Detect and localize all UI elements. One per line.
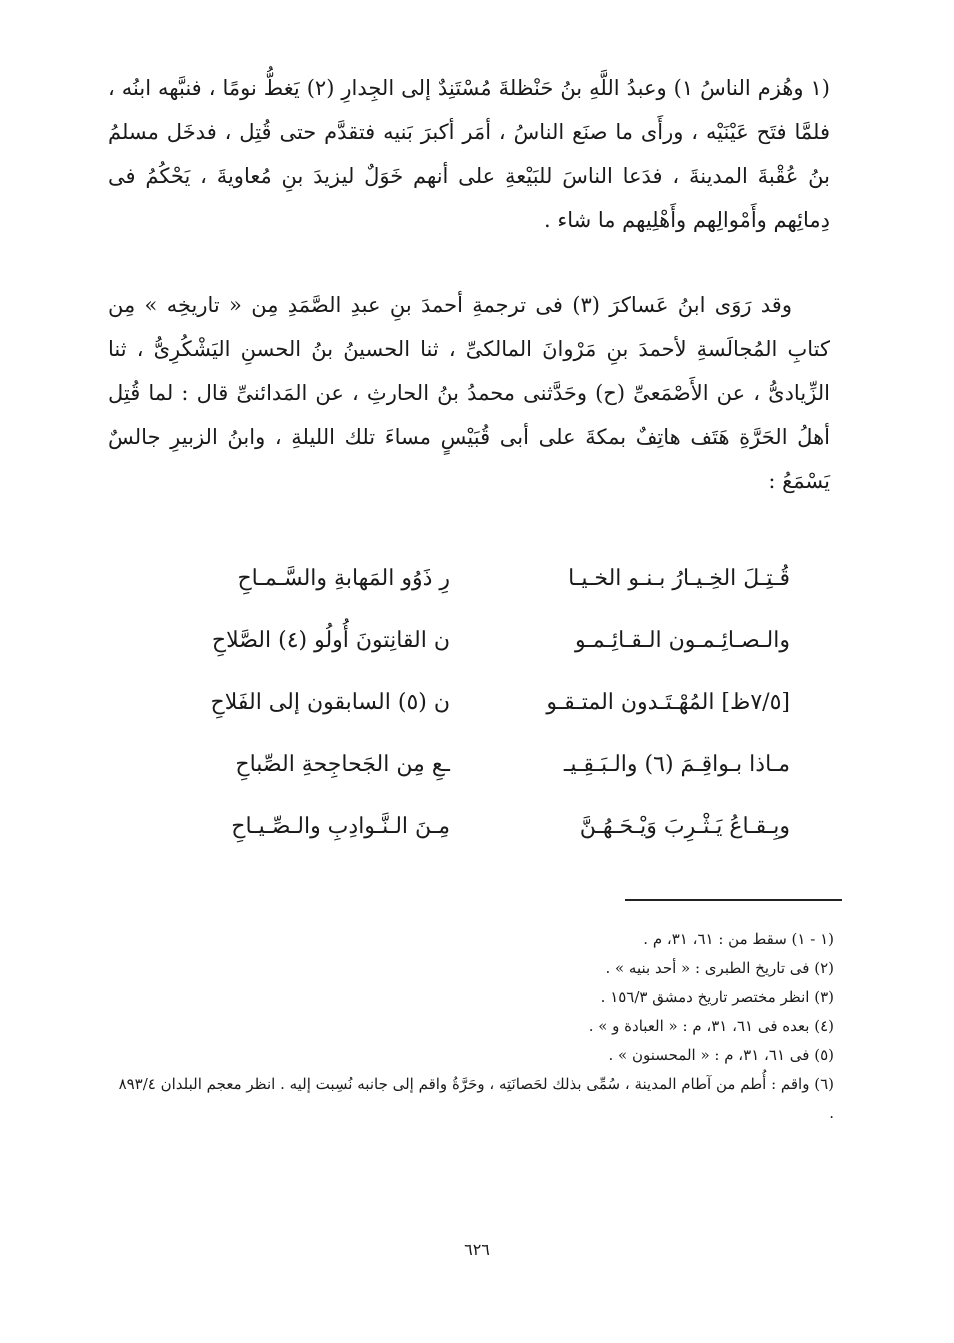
- paragraph-text: وقد رَوَى ابنُ عَساكرَ (٣) فى ترجمةِ أحمدَ بنِ عبدِ الصَّمَدِ مِن « تاريخِه » مِن كتابِ المُجالَسةِ لأحمدَ بنِ مَرْوانَ المالكىِّ ، ثنا الحسينُ بنُ الحسنِ اليَشْكُرِىُّ ، ثنا الزِّيادىُّ ، عن الأَصْمَعىِّ (ح) وحَدَّثنى محمدُ بنُ الحارثِ ، عن المَدائنىِّ قال : لما قُتِل أهلُ الحَرَّةِ هَتَف هاتِفٌ بمكةَ على أبى قُبَيْسٍ مساءَ تلك الليلةِ ، وابنُ الزبيرِ جالسٌ يَسْمَعُ :: [108, 293, 830, 493]
- paragraph-text: (١ وهُزم الناسُ ١) وعبدُ اللَّهِ بنُ حَنْظلةَ مُسْتَنِدٌ إلى الجِدارِ (٢) يَغطُّ نومًا ، فنبَّهه ابنُه ، فلمَّا فتَح عَيْنَيْه ، ورأَى ما صنَع الناسُ ، أمَر أكبرَ بَنيه فتقدَّم حتى قُتِل ، فدخَل مسلمُ بنُ عُقْبةَ المدينةَ ، فدَعا الناسَ للبَيْعةِ على أنهم خَوَلٌ ليزيدَ بنِ مُعاويةَ ، يَحْكُمُ فى دِمائِهم وأَمْوالِهم وأَهْلِيهم ما شاء .: [108, 76, 830, 232]
- footnote: (١ - ١) سقط من : ٦١، ٣١، م .: [643, 930, 834, 948]
- verse-second-hemistich: ن القانِتونَ أُولُو (٤) الصَّلاحِ: [211, 628, 450, 653]
- main-text-paragraph-1: [108, 66, 830, 242]
- main-text-paragraph-2: [108, 283, 830, 503]
- verse-second-hemistich: ـعِ مِن الجَحاجِحةِ الصِّباحِ: [235, 752, 450, 777]
- footnotes: [112, 925, 834, 1128]
- footnote: (٤) بعده فى ٦١، ٣١، م : « العبادة و » .: [588, 1017, 834, 1035]
- verse-first-hemistich: مـاذا بـواقِـمَ (٦) والـبَـقِـيـ: [563, 752, 790, 777]
- verse-second-hemistich: رِ ذَوُو المَهابةِ والسَّـمـاحِ: [237, 566, 450, 591]
- footnote: (٣) انظر مختصر تاريخ دمشق ١٥٦/٣ .: [600, 988, 834, 1006]
- poem-verse: [150, 752, 790, 814]
- footnote: (٦) واقم : أُطم من آطام المدينة ، سُمِّى بذلك لحَصانَتِه ، وحَرَّةُ واقم إلى جانبه نُسِبت إليه . انظر معجم البلدان ٨٩٣/٤ .: [118, 1075, 834, 1122]
- verse-first-hemistich: قُـتِـلَ الخِـيـارُ بـنـو الخـيـا: [568, 566, 790, 591]
- footnote: (٥) فى ٦١، ٣١، م : « المحسنون » .: [608, 1046, 834, 1064]
- page-number: ٦٢٦: [464, 1240, 490, 1259]
- poem: [150, 566, 790, 876]
- verse-first-hemistich: والـصـائِـمـون الـقـائِـمـو: [575, 628, 790, 653]
- poem-verse: [150, 690, 790, 752]
- poem-verse: [150, 566, 790, 628]
- verse-first-hemistich: وبِـقـاعُ يَـثْـرِبَ وَيْـحَـهُـنَّ: [579, 814, 790, 839]
- poem-verse: [150, 814, 790, 876]
- verse-second-hemistich: مِـنَ الـنَّـوادِبِ والـصِّـيـاحِ: [231, 814, 450, 839]
- verse-second-hemistich: ن (٥) السابقون إلى الفَلاحِ: [210, 690, 450, 715]
- footnote: (٢) فى تاريخ الطبرى : « أحد بنيه » .: [605, 959, 834, 977]
- verse-first-hemistich: [٧/٥ظ] المُهْـتَـدون المتـقـو: [546, 690, 790, 715]
- poem-verse: [150, 628, 790, 690]
- footnote-separator: [625, 899, 842, 901]
